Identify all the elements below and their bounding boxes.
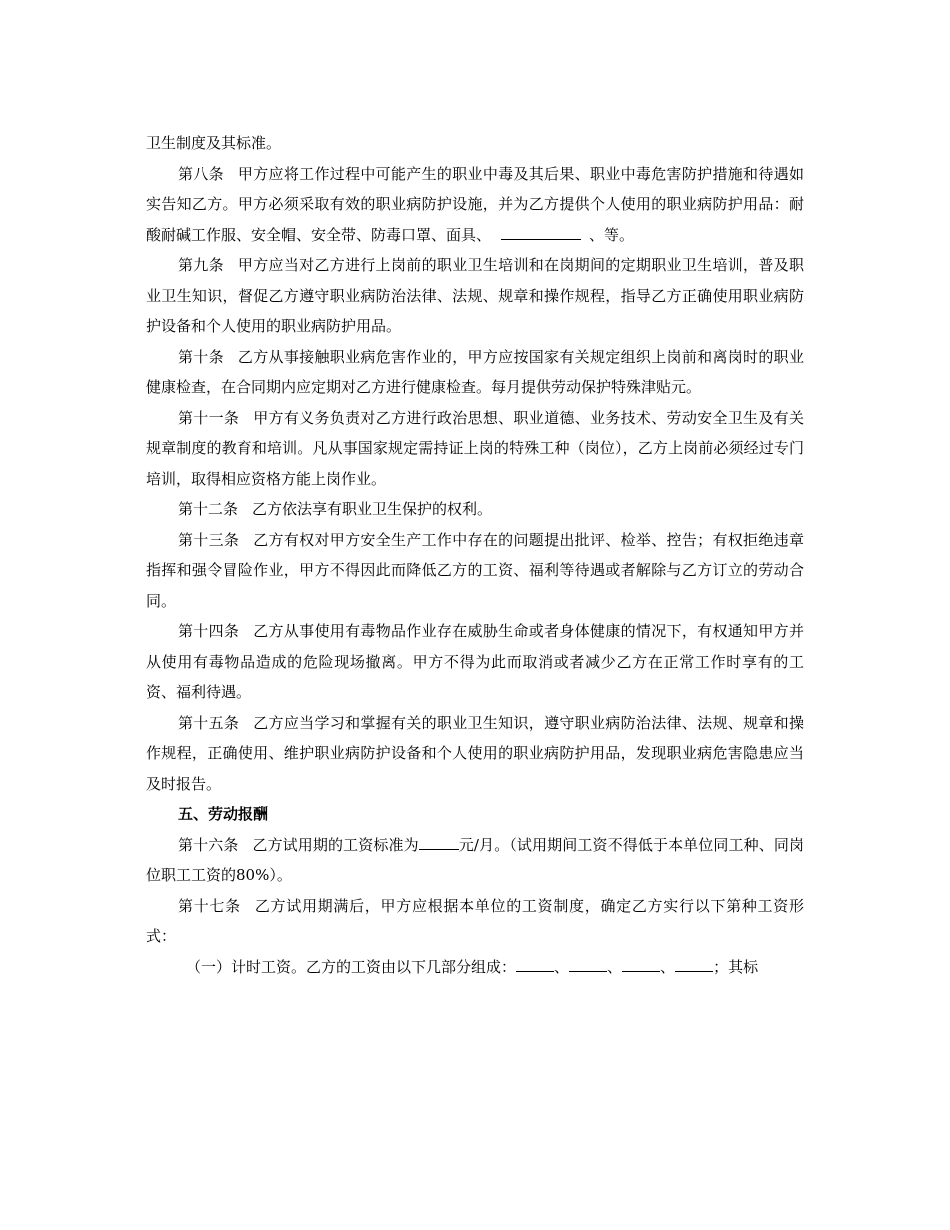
article-10: [146, 342, 804, 403]
article-17: [146, 891, 804, 952]
article-number: 第十四条: [178, 622, 240, 640]
fill-blank: [501, 223, 581, 240]
paragraph-continuation: 卫生制度及其标准。: [146, 134, 282, 152]
document-page: [146, 128, 804, 982]
article-12: [146, 494, 804, 525]
fill-blank: [675, 955, 713, 972]
article-number: 第十一条: [178, 408, 240, 427]
article-number: 第十六条: [178, 835, 239, 854]
fill-blank: [622, 955, 660, 972]
separator: 、: [554, 957, 570, 976]
separator: 、: [660, 957, 676, 976]
article-text: 乙方从事接触职业病危害作业的，甲方应按国家有关规定组织上岗前和离岗时的职业健康检查，在合同期内应定期对乙方进行健康检查。每月提供劳动保护特殊津贴元。: [146, 347, 804, 396]
article-number: 第九条: [178, 256, 224, 274]
article-number: 第十条: [178, 347, 224, 366]
article-text: 乙方有权对甲方安全生产工作中存在的问题提出批评、检举、控告；有权拒绝违章指挥和强令冒险作业，甲方不得因此而降低乙方的工资、福利等待遇或者解除与乙方订立的劳动合同。: [146, 530, 804, 610]
article-number: 第八条: [178, 164, 224, 183]
article-number: 第十五条: [178, 713, 240, 732]
article-number: 第十二条: [178, 500, 239, 518]
article-15: [146, 708, 804, 800]
fill-blank: [569, 955, 607, 972]
article-text: 甲方有义务负责对乙方进行政治思想、职业道德、业务技术、劳动安全卫生及有关规章制度的教育和培训。凡从事国家规定需持证上岗的特殊工种（岗位），乙方上岗前必须经过专门培训，取得相应资格方能上岗作业。: [146, 408, 804, 488]
article-text: 甲方应将工作过程中可能产生的职业中毒及其后果、职业中毒危害防护措施和待遇如实告知乙方。甲方必须采取有效的职业病防护设施，并为乙方提供个人使用的职业病防护用品：耐酸耐碱工作服、安全帽、安全带、防毒口罩、面具、: [146, 164, 804, 244]
article-text: 乙方从事使用有毒物品作业存在威胁生命或者身体健康的情况下，有权通知甲方并从使用有毒物品造成的危险现场撤离。甲方不得为此而取消或者减少乙方在正常工作时享有的工资、福利待遇。: [146, 622, 804, 701]
item-text-tail: ；其标: [713, 957, 759, 976]
article-number: 第十七条: [178, 896, 241, 915]
fill-blank: [419, 833, 459, 850]
article-14: [146, 616, 804, 708]
article-9: [146, 250, 804, 342]
article-text: 乙方试用期的工资标准为: [252, 835, 419, 854]
item-1: [146, 952, 804, 983]
article-text: 甲方应当对乙方进行上岗前的职业卫生培训和在岗期间的定期职业卫生培训，普及职业卫生知识，督促乙方遵守职业病防治法律、法规、规章和操作规程，指导乙方正确使用职业病防护设备和个人使用的职业病防护用品。: [146, 256, 804, 335]
separator: 、: [607, 957, 623, 976]
article-text-tail: 、等。: [589, 225, 635, 244]
article-16: [146, 830, 804, 891]
article-8: [146, 159, 804, 251]
fill-blank: [516, 955, 554, 972]
item-text: （一）计时工资。乙方的工资由以下几部分组成：: [186, 957, 517, 976]
section-heading: 五、劳动报酬: [178, 805, 269, 823]
article-text-tail: 元/月。（试用期间工资不得低于本单位同工种、同岗位职工工资的80%）。: [146, 835, 804, 884]
article-text: 乙方应当学习和掌握有关的职业卫生知识，遵守职业病防治法律、法规、规章和操作规程，正确使用、维护职业病防护设备和个人使用的职业病防护用品，发现职业病危害隐患应当及时报告。: [146, 713, 804, 793]
article-13: [146, 525, 804, 617]
article-text: 乙方依法享有职业卫生保护的权利。: [252, 500, 493, 518]
article-number: 第十三条: [178, 530, 240, 549]
article-text: 乙方试用期满后，甲方应根据本单位的工资制度，确定乙方实行以下第种工资形式：: [146, 896, 804, 945]
article-11: [146, 403, 804, 495]
